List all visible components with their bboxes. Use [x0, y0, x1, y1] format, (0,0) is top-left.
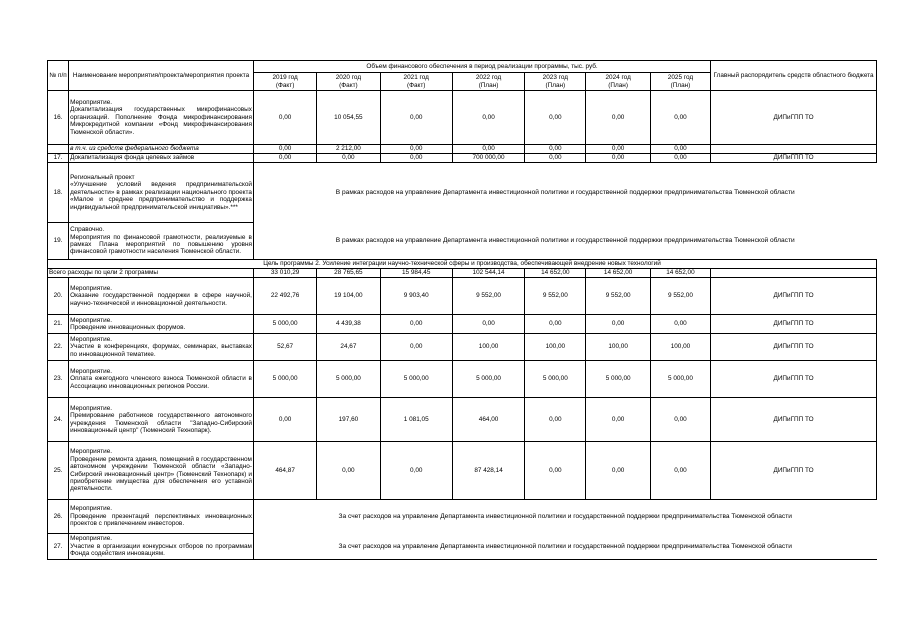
table-row [48, 361, 877, 398]
value-cell: 9 552,00 [586, 278, 650, 315]
funding-note: За счет расходов на управление Департамента инвестиционной политики и государственной поддержки предпринимательства Тюменской области [253, 534, 876, 560]
goal-row [48, 260, 877, 269]
year-label: 2021 год [403, 74, 429, 82]
table-row [48, 223, 877, 260]
value-cell: 0,00 [452, 315, 524, 334]
row-name-line: «Улучшение условий ведения предпринимательской деятельности» в рамках реализации национального проекта «Малое и среднее предпринимательство и поддержка индивидуальной предпринимательской инициативы».*** [70, 181, 252, 211]
row-name [69, 315, 254, 334]
year-type: (План) [545, 81, 566, 89]
value-cell: 0,00 [253, 145, 316, 154]
row-name-line: Проведение презентаций перспективных инновационных проектов с привлечением инвесторов. [70, 512, 252, 528]
value-cell: 5 000,00 [253, 361, 316, 398]
value-cell: 0,00 [525, 398, 586, 442]
row-num: 20. [48, 278, 69, 315]
header-num: № п/п [48, 61, 69, 91]
value-cell: 0,00 [525, 145, 586, 154]
row-num: 19. [48, 223, 69, 260]
value-cell: 0,00 [650, 154, 710, 163]
row-name-line: Мероприятие. [70, 367, 113, 375]
value-cell: 0,00 [650, 442, 710, 500]
header-year-2024 [586, 73, 650, 91]
table-row [48, 442, 877, 500]
row-num: 22. [48, 334, 69, 361]
value-cell: 0,00 [650, 145, 710, 154]
header-year-2025 [650, 73, 710, 91]
value-cell: 0,00 [586, 315, 650, 334]
row-name [69, 334, 254, 361]
header-year-2021 [380, 73, 452, 91]
value-cell: 14 652,00 [586, 269, 650, 278]
goal-title: Цель программы 2. Усиление интеграции научно-технической сферы и производства, обеспечивающей внедрение новых технологий [48, 260, 877, 269]
value-cell: 5 000,00 [253, 315, 316, 334]
value-cell: 100,00 [586, 334, 650, 361]
table-row [48, 398, 877, 442]
row-name-line: Мероприятия по финансовой грамотности, реализуемые в рамках Плана мероприятий по повышению уровня финансовой грамотности населения Тюменской области. [70, 233, 252, 256]
table-row [48, 534, 877, 560]
row-num: 25. [48, 442, 69, 500]
header-row [48, 61, 877, 73]
table-row [48, 500, 877, 534]
value-cell: 0,00 [650, 398, 710, 442]
row-name [69, 500, 254, 534]
value-cell: 15 984,45 [380, 269, 452, 278]
header-name: Наименование мероприятия/проекта/мероприятия проекта [69, 61, 254, 91]
row-name [69, 223, 254, 260]
row-num: 26. [48, 500, 69, 534]
value-cell: 0,00 [525, 442, 586, 500]
value-cell: 22 492,76 [253, 278, 316, 315]
value-cell: 14 652,00 [650, 269, 710, 278]
distributor-cell: ДИПиГПП ТО [711, 442, 877, 500]
value-cell: 0,00 [253, 398, 316, 442]
value-cell: 19 104,00 [317, 278, 380, 315]
table-row [48, 334, 877, 361]
row-name [69, 534, 254, 560]
year-type: (Факт) [406, 81, 426, 89]
value-cell: 1 081,05 [380, 398, 452, 442]
row-num: 23. [48, 361, 69, 398]
value-cell: 0,00 [650, 91, 710, 145]
value-cell: 33 010,29 [253, 269, 316, 278]
value-cell: 5 000,00 [380, 361, 452, 398]
year-label: 2022 год [475, 74, 502, 82]
row-name-line: Участие в конференциях, форумах, семинарах, выставках по инновационной тематике. [70, 343, 252, 358]
row-name-line: Мероприятие. [70, 535, 113, 543]
table-row [48, 163, 877, 223]
row-name-line: Докапитализация государственных микрофинансовых организаций. Пополнение Фонда микрофинансирования Микрокредитной компании «Фонд микрофинансирования Тюменской области». [70, 106, 252, 136]
value-cell: 0,00 [525, 315, 586, 334]
value-cell: 0,00 [317, 154, 380, 163]
row-name-line: Участие в организации конкурсных отборов по программам Фонда содействия инновациям. [70, 542, 252, 558]
value-cell: 100,00 [525, 334, 586, 361]
distributor-cell: ДИПиГПП ТО [711, 278, 877, 315]
value-cell: 2 212,00 [317, 145, 380, 154]
value-cell: 0,00 [380, 442, 452, 500]
value-cell: 0,00 [380, 315, 452, 334]
value-cell: 5 000,00 [317, 361, 380, 398]
header-year-2019 [253, 73, 316, 91]
header-year-2023 [525, 73, 586, 91]
value-cell: 0,00 [253, 154, 316, 163]
value-cell: 0,00 [525, 154, 586, 163]
value-cell: 9 552,00 [525, 278, 586, 315]
row-name-line: Проведение ремонта здания, помещений в государственном автономном учреждении Тюменской области «Западно-Сибирский инновационный центр» (Тюменский Технопарк) и приобретение имущества для обеспечения его уставной деятельности. [70, 455, 252, 493]
table-row [48, 154, 877, 163]
value-cell: 14 652,00 [525, 269, 586, 278]
value-cell: 5 000,00 [525, 361, 586, 398]
value-cell: 102 544,14 [452, 269, 524, 278]
row-name-line: Мероприятие. [70, 316, 113, 324]
row-name-line: Оказание государственной поддержки в сфере научной, научно-технической и инновационной деятельности. [70, 292, 252, 307]
row-name-line: Премирование работников государственного автономного учреждения Тюменской области "Западно-Сибирский инновационный центр" (Тюменский Технопарк). [70, 412, 252, 434]
value-cell: 10 054,55 [317, 91, 380, 145]
value-cell: 0,00 [253, 91, 316, 145]
year-label: 2019 год [272, 74, 298, 82]
value-cell: 0,00 [452, 91, 524, 145]
value-cell: 0,00 [380, 334, 452, 361]
header-year-2022 [452, 73, 524, 91]
row-num: 16. [48, 91, 69, 145]
value-cell: 9 903,40 [380, 278, 452, 315]
value-cell: 197,60 [317, 398, 380, 442]
row-num: 17. [48, 154, 69, 163]
year-label: 2020 год [335, 74, 362, 82]
value-cell: 5 000,00 [452, 361, 524, 398]
total-row [48, 269, 877, 278]
distributor-cell [711, 145, 877, 154]
total-label: Всего расходы по цели 2 программы [48, 269, 254, 278]
distributor-cell: ДИПиГПП ТО [711, 91, 877, 145]
value-cell: 700 000,00 [452, 154, 524, 163]
row-num: 24. [48, 398, 69, 442]
value-cell: 0,00 [650, 315, 710, 334]
row-name-line: Региональный проект [70, 173, 135, 181]
funding-note: В рамках расходов на управление Департамента инвестиционной политики и государственной поддержки предпринимательства Тюменской области [253, 163, 876, 223]
table-row [48, 91, 877, 145]
row-name-line: Мероприятие. [70, 448, 113, 456]
row-num: 18. [48, 163, 69, 223]
budget-table [47, 60, 877, 560]
year-type: (План) [670, 81, 691, 89]
row-name: в т.ч. из средств федерального бюджета [69, 145, 254, 154]
row-num: 21. [48, 315, 69, 334]
value-cell: 100,00 [452, 334, 524, 361]
value-cell: 5 000,00 [586, 361, 650, 398]
year-type: (План) [608, 81, 628, 89]
distributor-cell: ДИПиГПП ТО [711, 361, 877, 398]
row-name-line: Мероприятие. [70, 98, 113, 106]
row-name-line: Справочно. [70, 226, 105, 234]
year-type: (Факт) [275, 81, 295, 89]
distributor-cell [711, 269, 877, 278]
distributor-cell: ДИПиГПП ТО [711, 154, 877, 163]
value-cell: 9 552,00 [452, 278, 524, 315]
row-name-line: Мероприятие. [70, 335, 113, 343]
row-name [69, 278, 254, 315]
value-cell: 0,00 [586, 145, 650, 154]
row-name-line: Мероприятие. [70, 404, 113, 412]
header-year-2020 [317, 73, 380, 91]
header-funding: Объем финансового обеспечения в период реализации программы, тыс. руб. [253, 61, 710, 73]
value-cell: 0,00 [380, 145, 452, 154]
table-row [48, 278, 877, 315]
value-cell: 0,00 [586, 91, 650, 145]
row-name-line: Мероприятие. [70, 505, 113, 513]
value-cell: 100,00 [650, 334, 710, 361]
value-cell: 464,00 [452, 398, 524, 442]
row-name: Докапитализация фонда целевых займов [69, 154, 254, 163]
value-cell: 464,87 [253, 442, 316, 500]
value-cell: 0,00 [380, 91, 452, 145]
year-type: (План) [478, 81, 499, 89]
value-cell: 87 428,14 [452, 442, 524, 500]
row-name [69, 163, 254, 223]
row-name-line: Мероприятие. [70, 284, 113, 292]
value-cell: 52,67 [253, 334, 316, 361]
value-cell: 0,00 [586, 442, 650, 500]
table-row [48, 315, 877, 334]
value-cell: 4 439,38 [317, 315, 380, 334]
year-label: 2025 год [667, 74, 694, 82]
value-cell: 24,67 [317, 334, 380, 361]
row-name-line: Проведение инновационных форумов. [70, 324, 186, 331]
row-name [69, 91, 254, 145]
value-cell: 0,00 [380, 154, 452, 163]
value-cell: 28 765,65 [317, 269, 380, 278]
row-name [69, 361, 254, 398]
year-label: 2024 год [605, 74, 631, 82]
value-cell: 9 552,00 [650, 278, 710, 315]
year-label: 2023 год [542, 74, 568, 82]
year-type: (Факт) [339, 81, 358, 89]
row-name-line: Оплата ежегодного членского взноса Тюменской области в Ассоциацию инновационных регионов России. [70, 375, 252, 390]
value-cell: 0,00 [586, 154, 650, 163]
row-num: 27. [48, 534, 69, 560]
value-cell: 0,00 [452, 145, 524, 154]
value-cell: 5 000,00 [650, 361, 710, 398]
distributor-cell: ДИПиГПП ТО [711, 315, 877, 334]
table-row [48, 145, 877, 154]
row-name [69, 442, 254, 500]
funding-note: В рамках расходов на управление Департамента инвестиционной политики и государственной поддержки предпринимательства Тюменской области [253, 223, 876, 260]
header-distributor: Главный распорядитель средств областного бюджета [711, 61, 877, 91]
value-cell: 0,00 [525, 91, 586, 145]
value-cell: 0,00 [317, 442, 380, 500]
row-num-empty [48, 145, 69, 154]
value-cell: 0,00 [586, 398, 650, 442]
row-name [69, 398, 254, 442]
distributor-cell: ДИПиГПП ТО [711, 398, 877, 442]
funding-note: За счет расходов на управление Департамента инвестиционной политики и государственной поддержки предпринимательства Тюменской области [253, 500, 876, 534]
distributor-cell: ДИПиГПП ТО [711, 334, 877, 361]
